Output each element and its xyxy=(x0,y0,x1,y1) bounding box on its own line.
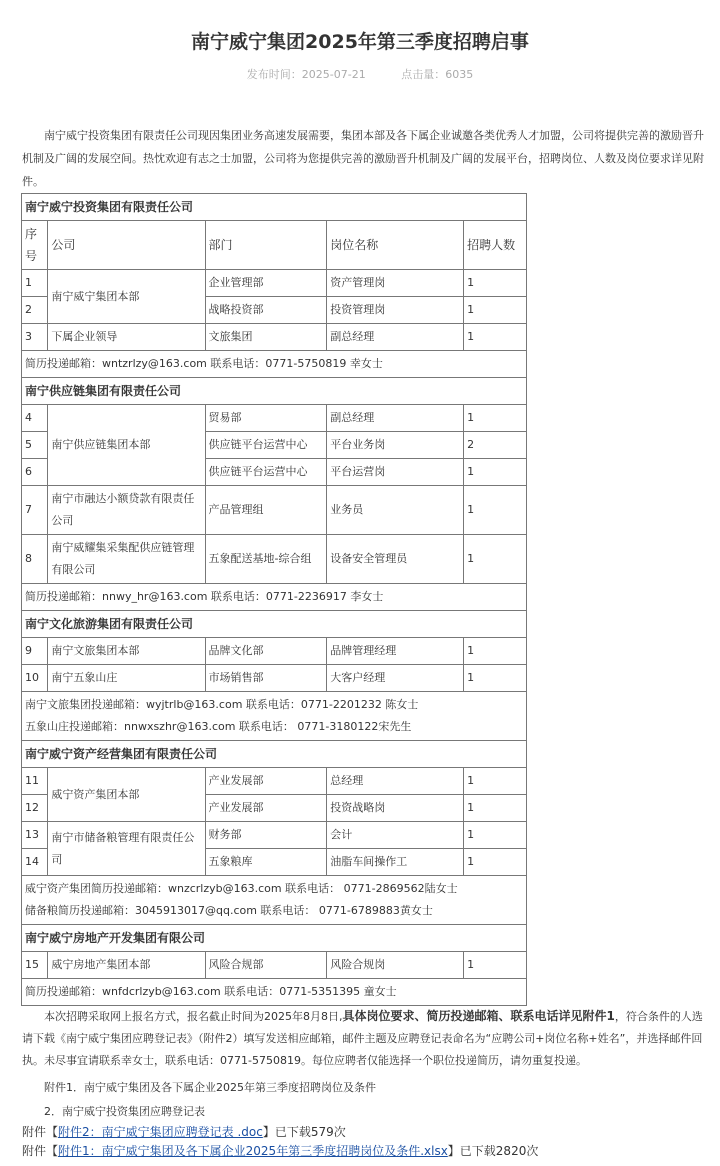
attachment-list-item: 2．南宁威宁投资集团应聘登记表 xyxy=(44,1105,205,1118)
cell-position: 业务员 xyxy=(327,486,464,535)
cell-no: 9 xyxy=(22,638,48,665)
cell-position: 大客户经理 xyxy=(327,665,464,692)
contact-info: 简历投递邮箱：wnfdcrlzyb@163.com 联系电话：0771-5351395 童女士 xyxy=(22,979,527,1006)
cell-count: 1 xyxy=(464,270,527,297)
jobs-table xyxy=(21,193,527,1006)
cell-dept: 企业管理部 xyxy=(205,270,327,297)
cell-count: 2 xyxy=(464,432,527,459)
download-link-registration-form[interactable]: 附件2：南宁威宁集团应聘登记表 .doc xyxy=(58,1125,263,1139)
cell-no: 13 xyxy=(22,822,48,849)
table-row xyxy=(22,405,527,432)
cell-dept: 供应链平台运营中心 xyxy=(205,432,327,459)
group-name: 南宁文化旅游集团有限责任公司 xyxy=(22,611,527,638)
cell-position: 设备安全管理员 xyxy=(327,535,464,584)
cell-position: 油脂车间操作工 xyxy=(327,849,464,876)
cell-count: 1 xyxy=(464,535,527,584)
contact-row xyxy=(22,351,527,378)
cell-count: 1 xyxy=(464,405,527,432)
cell-no: 15 xyxy=(22,952,48,979)
cell-count: 1 xyxy=(464,486,527,535)
view-count: 点击量：6035 xyxy=(401,68,474,81)
cell-company: 下属企业领导 xyxy=(48,324,205,351)
cell-no: 7 xyxy=(22,486,48,535)
cell-company: 南宁市融达小额贷款有限责任公司 xyxy=(48,486,205,535)
table-row xyxy=(22,535,527,584)
cell-company: 威宁资产集团本部 xyxy=(48,768,205,822)
cell-no: 12 xyxy=(22,795,48,822)
notice-text-a: 本次招聘采取网上报名方式，报名截止时间为2025年8月8日, xyxy=(44,1010,343,1023)
cell-no: 1 xyxy=(22,270,48,297)
intro-paragraph: 南宁威宁投资集团有限责任公司现因集团业务高速发展需要，集团本部及各下属企业诚邀各类优秀人才加盟，公司将提供完善的激励晋升机制及广阔的发展空间。热忱欢迎有志之士加盟，公司将为您提供完善的激励晋升机制及广阔的发展平台，招聘岗位、人数及岗位要求详见附件。 xyxy=(22,129,704,188)
contact-info: 简历投递邮箱：nnwy_hr@163.com 联系电话：0771-2236917 李女士 xyxy=(22,584,527,611)
notice-paragraph xyxy=(22,1005,712,1072)
download-line xyxy=(22,1123,346,1140)
cell-count: 1 xyxy=(464,822,527,849)
contact-info xyxy=(22,692,527,741)
cell-dept: 五象配送基地-综合组 xyxy=(205,535,327,584)
contact-row xyxy=(22,692,527,741)
cell-position: 平台运营岗 xyxy=(327,459,464,486)
notice-text-b: ，符合条件的人选请下载《南宁威宁集团应聘登记表》（附件2）填写发送相应邮箱，邮件主题及应聘登记表命名为“应聘公司+岗位名称+姓名”，并选择邮件回执。未尽事宜请联系幸女士，联系电话：0771-5750819。每位应聘者仅能选择一个职位投递简历，请勿重复投递。 xyxy=(22,1010,703,1067)
group-name: 南宁威宁资产经营集团有限责任公司 xyxy=(22,741,527,768)
cell-position: 资产管理岗 xyxy=(327,270,464,297)
contact-line: 五象山庄投递邮箱：nnwxszhr@163.com 联系电话： 0771-3180122宋先生 xyxy=(25,720,412,733)
table-row xyxy=(22,486,527,535)
header-count: 招聘人数 xyxy=(464,221,527,270)
cell-dept: 品牌文化部 xyxy=(205,638,327,665)
table-header-row xyxy=(22,221,527,270)
download-link-positions-list[interactable]: 附件1：南宁威宁集团及各下属企业2025年第三季度招聘岗位及条件.xlsx xyxy=(58,1144,448,1158)
contact-line: 威宁资产集团简历投递邮箱：wnzcrlzyb@163.com 联系电话： 0771-2869562陆女士 xyxy=(25,882,458,895)
cell-dept: 财务部 xyxy=(205,822,327,849)
contact-line: 南宁文旅集团投递邮箱：wyjtrlb@163.com 联系电话：0771-2201232 陈女士 xyxy=(25,698,419,711)
cell-dept: 产业发展部 xyxy=(205,795,327,822)
cell-count: 1 xyxy=(464,952,527,979)
header-company: 公司 xyxy=(48,221,205,270)
contact-line: 储备粮简历投递邮箱：3045913017@qq.com 联系电话： 0771-6789883黄女士 xyxy=(25,904,433,917)
table-row xyxy=(22,638,527,665)
cell-no: 3 xyxy=(22,324,48,351)
cell-count: 1 xyxy=(464,638,527,665)
cell-dept: 产品管理组 xyxy=(205,486,327,535)
cell-no: 14 xyxy=(22,849,48,876)
article-meta xyxy=(0,66,720,82)
download-prefix: 附件【 xyxy=(22,1125,59,1139)
cell-company: 南宁威耀集采集配供应链管理有限公司 xyxy=(48,535,205,584)
cell-position: 副总经理 xyxy=(327,324,464,351)
header-position: 岗位名称 xyxy=(327,221,464,270)
contact-row xyxy=(22,584,527,611)
cell-position: 投资战略岗 xyxy=(327,795,464,822)
cell-count: 1 xyxy=(464,768,527,795)
header-no: 序号 xyxy=(22,221,48,270)
group-name: 南宁威宁投资集团有限责任公司 xyxy=(22,194,527,221)
group-header-row xyxy=(22,378,527,405)
cell-position: 投资管理岗 xyxy=(327,297,464,324)
table-row xyxy=(22,324,527,351)
cell-no: 2 xyxy=(22,297,48,324)
contact-row xyxy=(22,876,527,925)
cell-position: 风险合规岗 xyxy=(327,952,464,979)
group-header-row xyxy=(22,741,527,768)
attachment-list-item: 附件1．南宁威宁集团及各下属企业2025年第三季度招聘岗位及条件 xyxy=(44,1081,376,1094)
cell-company: 南宁五象山庄 xyxy=(48,665,205,692)
page-title: 南宁威宁集团2025年第三季度招聘启事 xyxy=(191,31,529,53)
table-row xyxy=(22,952,527,979)
cell-no: 4 xyxy=(22,405,48,432)
cell-dept: 供应链平台运营中心 xyxy=(205,459,327,486)
table-row xyxy=(22,822,527,849)
contact-info xyxy=(22,876,527,925)
cell-no: 8 xyxy=(22,535,48,584)
download-count: 】已下载2820次 xyxy=(447,1144,539,1158)
table-row xyxy=(22,665,527,692)
cell-company: 南宁威宁集团本部 xyxy=(48,270,205,324)
cell-dept: 战略投资部 xyxy=(205,297,327,324)
download-count: 】已下载579次 xyxy=(262,1125,346,1139)
cell-dept: 五象粮库 xyxy=(205,849,327,876)
table-row xyxy=(22,768,527,795)
group-header-row xyxy=(22,611,527,638)
cell-dept: 市场销售部 xyxy=(205,665,327,692)
cell-no: 6 xyxy=(22,459,48,486)
cell-company: 南宁供应链集团本部 xyxy=(48,405,205,486)
download-prefix: 附件【 xyxy=(22,1144,59,1158)
cell-count: 1 xyxy=(464,459,527,486)
group-name: 南宁威宁房地产开发集团有限公司 xyxy=(22,925,527,952)
group-header-row xyxy=(22,925,527,952)
cell-count: 1 xyxy=(464,849,527,876)
cell-company: 南宁市储备粮管理有限责任公司 xyxy=(48,822,205,876)
notice-emphasis: 具体岗位要求、简历投递邮箱、联系电话详见附件1 xyxy=(342,1009,615,1023)
download-line xyxy=(22,1142,538,1159)
cell-position: 会计 xyxy=(327,822,464,849)
cell-position: 平台业务岗 xyxy=(327,432,464,459)
table-row xyxy=(22,270,527,297)
group-header-row xyxy=(22,194,527,221)
cell-position: 总经理 xyxy=(327,768,464,795)
cell-no: 10 xyxy=(22,665,48,692)
cell-no: 5 xyxy=(22,432,48,459)
cell-company: 南宁文旅集团本部 xyxy=(48,638,205,665)
cell-position: 副总经理 xyxy=(327,405,464,432)
group-name: 南宁供应链集团有限责任公司 xyxy=(22,378,527,405)
cell-company: 威宁房地产集团本部 xyxy=(48,952,205,979)
cell-dept: 产业发展部 xyxy=(205,768,327,795)
cell-no: 11 xyxy=(22,768,48,795)
cell-count: 1 xyxy=(464,795,527,822)
cell-dept: 文旅集团 xyxy=(205,324,327,351)
publish-date: 发布时间：2025-07-21 xyxy=(246,68,366,81)
cell-count: 1 xyxy=(464,665,527,692)
header-dept: 部门 xyxy=(205,221,327,270)
contact-row xyxy=(22,979,527,1006)
contact-info: 简历投递邮箱：wntzrlzy@163.com 联系电话：0771-5750819 幸女士 xyxy=(22,351,527,378)
cell-dept: 贸易部 xyxy=(205,405,327,432)
cell-position: 品牌管理经理 xyxy=(327,638,464,665)
cell-count: 1 xyxy=(464,297,527,324)
cell-dept: 风险合规部 xyxy=(205,952,327,979)
cell-count: 1 xyxy=(464,324,527,351)
